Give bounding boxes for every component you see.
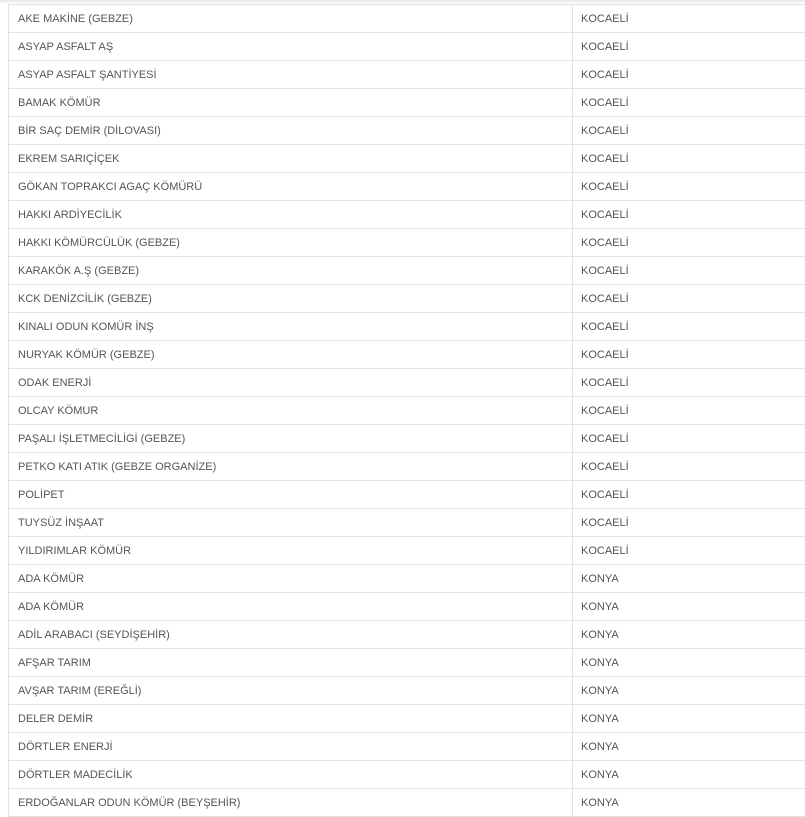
table-row bbox=[9, 117, 805, 145]
table-row bbox=[9, 369, 805, 397]
company-name-cell: HAKKI ARDİYECİLİK bbox=[9, 201, 573, 229]
table-row bbox=[9, 537, 805, 565]
company-name-cell: DELER DEMİR bbox=[9, 705, 573, 733]
table-row bbox=[9, 677, 805, 705]
table-row bbox=[9, 789, 805, 817]
table-row bbox=[9, 285, 805, 313]
company-name-cell: YILDIRIMLAR KÖMÜR bbox=[9, 537, 573, 565]
company-name-cell: KARAKÖK A.Ş (GEBZE) bbox=[9, 257, 573, 285]
city-cell: KONYA bbox=[573, 705, 805, 733]
table-row bbox=[9, 33, 805, 61]
company-name-cell: DÖRTLER ENERJİ bbox=[9, 733, 573, 761]
city-cell: KOCAELİ bbox=[573, 369, 805, 397]
company-name-cell: AFŞAR TARIM bbox=[9, 649, 573, 677]
company-name-cell: BİR SAÇ DEMİR (DİLOVASI) bbox=[9, 117, 573, 145]
company-name-cell: GÖKAN TOPRAKCI AGAÇ KÖMÜRÜ bbox=[9, 173, 573, 201]
company-name-cell: HAKKI KÖMÜRCÜLÜK (GEBZE) bbox=[9, 229, 573, 257]
city-cell: KONYA bbox=[573, 593, 805, 621]
table-row bbox=[9, 173, 805, 201]
company-name-cell: PAŞALI İŞLETMECİLİGİ (GEBZE) bbox=[9, 425, 573, 453]
city-cell: KOCAELİ bbox=[573, 425, 805, 453]
table-row bbox=[9, 341, 805, 369]
company-name-cell: ADİL ARABACI (SEYDİŞEHİR) bbox=[9, 621, 573, 649]
company-name-cell: TUYSÜZ İNŞAAT bbox=[9, 509, 573, 537]
table-row bbox=[9, 593, 805, 621]
company-name-cell: EKREM SARIÇİÇEK bbox=[9, 145, 573, 173]
city-cell: KOCAELİ bbox=[573, 341, 805, 369]
company-name-cell: KCK DENİZCİLİK (GEBZE) bbox=[9, 285, 573, 313]
city-cell: KOCAELİ bbox=[573, 5, 805, 33]
table-row bbox=[9, 453, 805, 481]
city-cell: KONYA bbox=[573, 649, 805, 677]
city-cell: KONYA bbox=[573, 789, 805, 817]
table-row bbox=[9, 89, 805, 117]
table-row bbox=[9, 621, 805, 649]
table-row bbox=[9, 425, 805, 453]
company-name-cell: KINALI ODUN KOMÜR İNŞ bbox=[9, 313, 573, 341]
table-row bbox=[9, 509, 805, 537]
company-name-cell: ASYAP ASFALT AŞ bbox=[9, 33, 573, 61]
city-cell: KOCAELİ bbox=[573, 33, 805, 61]
table-row bbox=[9, 145, 805, 173]
city-cell: KOCAELİ bbox=[573, 89, 805, 117]
company-name-cell: OLCAY KÖMUR bbox=[9, 397, 573, 425]
table-row bbox=[9, 649, 805, 677]
city-cell: KOCAELİ bbox=[573, 397, 805, 425]
company-name-cell: AVŞAR TARIM (EREĞLİ) bbox=[9, 677, 573, 705]
company-name-cell: ADA KÖMÜR bbox=[9, 593, 573, 621]
table-row bbox=[9, 397, 805, 425]
city-cell: KOCAELİ bbox=[573, 173, 805, 201]
city-cell: KOCAELİ bbox=[573, 453, 805, 481]
table-row bbox=[9, 201, 805, 229]
city-cell: KOCAELİ bbox=[573, 201, 805, 229]
company-name-cell: NURYAK KÖMÜR (GEBZE) bbox=[9, 341, 573, 369]
table-row bbox=[9, 705, 805, 733]
company-name-cell: ERDOĞANLAR ODUN KÖMÜR (BEYŞEHİR) bbox=[9, 789, 573, 817]
company-name-cell: POLİPET bbox=[9, 481, 573, 509]
company-name-cell: AKE MAKİNE (GEBZE) bbox=[9, 5, 573, 33]
city-cell: KOCAELİ bbox=[573, 313, 805, 341]
company-table bbox=[8, 4, 805, 817]
table-row bbox=[9, 229, 805, 257]
company-name-cell: ODAK ENERJİ bbox=[9, 369, 573, 397]
table-body bbox=[9, 5, 805, 817]
company-name-cell: BAMAK KÖMÜR bbox=[9, 89, 573, 117]
city-cell: KOCAELİ bbox=[573, 229, 805, 257]
city-cell: KONYA bbox=[573, 621, 805, 649]
table-row bbox=[9, 5, 805, 33]
company-name-cell: ADA KÖMÜR bbox=[9, 565, 573, 593]
city-cell: KOCAELİ bbox=[573, 481, 805, 509]
table-row bbox=[9, 761, 805, 789]
table-row bbox=[9, 565, 805, 593]
city-cell: KONYA bbox=[573, 733, 805, 761]
company-name-cell: DÖRTLER MADECİLİK bbox=[9, 761, 573, 789]
city-cell: KOCAELİ bbox=[573, 117, 805, 145]
city-cell: KONYA bbox=[573, 761, 805, 789]
table-row bbox=[9, 313, 805, 341]
city-cell: KOCAELİ bbox=[573, 61, 805, 89]
table-row bbox=[9, 257, 805, 285]
city-cell: KONYA bbox=[573, 677, 805, 705]
table-row bbox=[9, 733, 805, 761]
city-cell: KOCAELİ bbox=[573, 285, 805, 313]
city-cell: KOCAELİ bbox=[573, 145, 805, 173]
table-row bbox=[9, 481, 805, 509]
company-name-cell: PETKO KATI ATIK (GEBZE ORGANİZE) bbox=[9, 453, 573, 481]
city-cell: KOCAELİ bbox=[573, 509, 805, 537]
city-cell: KONYA bbox=[573, 565, 805, 593]
city-cell: KOCAELİ bbox=[573, 537, 805, 565]
company-name-cell: ASYAP ASFALT ŞANTİYESİ bbox=[9, 61, 573, 89]
table-row bbox=[9, 61, 805, 89]
city-cell: KOCAELİ bbox=[573, 257, 805, 285]
